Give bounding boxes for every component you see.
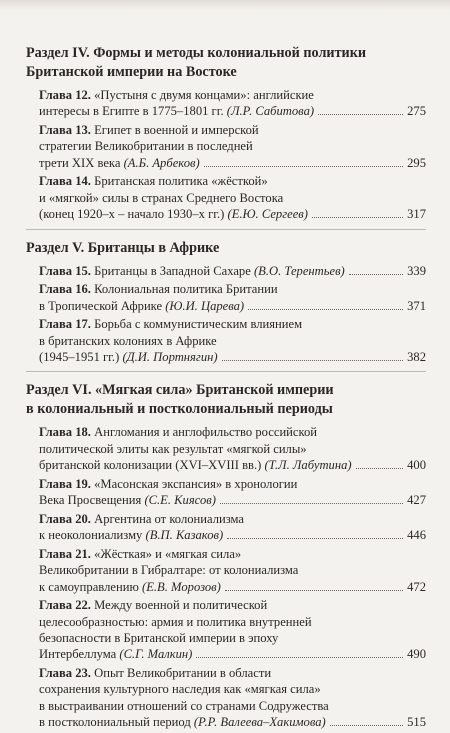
- page-number: 472: [407, 579, 426, 594]
- page-number: 339: [407, 263, 426, 278]
- chapter-entry[interactable]: [26, 476, 426, 509]
- chapter-title-text: целесообразностью: армия и политика внутренней: [39, 614, 312, 629]
- chapter-line: [39, 424, 426, 440]
- chapter-line: [39, 665, 426, 681]
- chapter-title-text: сохранения культурного наследия как «мягкая сила»: [39, 682, 321, 697]
- chapter-line: [39, 511, 426, 527]
- chapter-author: (В.П. Казаков): [145, 528, 224, 543]
- chapter-number: Глава 22.: [39, 598, 91, 613]
- chapter-line-text: [39, 425, 317, 439]
- chapter-author: (Р.Р. Валеева–Хакимова): [193, 715, 326, 730]
- chapter-line-text: [39, 298, 244, 314]
- chapter-line: [39, 546, 426, 562]
- chapter-line-text: [39, 191, 283, 205]
- chapter-line: [39, 316, 426, 332]
- section-title-line: Британской империи на Востоке: [26, 64, 237, 80]
- chapter-line-text: [39, 646, 192, 662]
- chapter-line-text: [39, 682, 321, 696]
- section-divider: [26, 229, 426, 230]
- chapter-author: (Д.И. Портнягин): [122, 350, 218, 365]
- page-number: 515: [407, 715, 426, 730]
- chapter-title-text: британской колонизации (XVI–XVIII вв.): [39, 458, 262, 473]
- chapter-line-text: [39, 615, 312, 629]
- chapter-title-text: Аргентина от колониализма: [94, 511, 244, 526]
- chapter-line: [39, 155, 426, 171]
- chapter-number: Глава 21.: [39, 546, 91, 561]
- chapter-line: [39, 681, 426, 697]
- dot-leader: [196, 648, 403, 658]
- chapter-line-text: [39, 206, 308, 222]
- dot-leader: [356, 459, 404, 469]
- chapter-title-text: (конец 1920–х – начало 1930–х гг.): [39, 207, 225, 222]
- dot-leader: [349, 265, 403, 275]
- chapter-author: (Ю.И. Царева): [165, 298, 245, 313]
- page-number: 317: [407, 207, 426, 222]
- chapter-entry[interactable]: [26, 281, 426, 314]
- chapter-title-text: Англомания и англофильство российской: [94, 425, 318, 440]
- section-title-line: Раздел VI. «Мягкая сила» Британской империи: [26, 382, 334, 399]
- chapter-line-text: [39, 334, 217, 348]
- chapter-line-text: [39, 477, 297, 491]
- chapter-author: (С.Е. Киясов): [144, 493, 216, 508]
- chapter-line-text: [39, 699, 329, 713]
- chapter-line-text: [39, 282, 278, 296]
- page-number: 275: [407, 104, 426, 119]
- chapter-line: [39, 441, 426, 457]
- chapter-title-text: Британцы в Западной Сахаре: [94, 263, 251, 278]
- chapter-line-text: [39, 442, 307, 456]
- chapter-title-text: и «мягкой» силы в странах Среднего Востока: [39, 190, 284, 205]
- chapter-line: [39, 457, 426, 473]
- chapter-title-text: Интербеллума: [39, 647, 117, 662]
- chapter-line-text: [39, 139, 253, 153]
- page-number: 382: [407, 350, 426, 365]
- chapter-entry[interactable]: [26, 665, 426, 731]
- chapter-number: Глава 23.: [39, 666, 91, 681]
- chapter-author: (В.О. Терентьев): [253, 263, 345, 278]
- chapter-line-text: [39, 174, 268, 188]
- page-number: 295: [407, 155, 426, 170]
- chapter-title-text: к неоколониализму: [39, 528, 143, 543]
- chapter-line-text: [39, 598, 267, 612]
- chapter-list: [26, 263, 426, 366]
- chapter-line: [39, 579, 426, 595]
- chapter-line-text: [39, 563, 298, 577]
- chapter-line-text: [39, 103, 314, 119]
- chapter-entry[interactable]: [26, 122, 426, 171]
- chapter-title-text: в постколониальный период: [39, 715, 191, 730]
- chapter-line-text: [39, 631, 278, 645]
- chapter-title-text: Британская политика «жёсткой»: [94, 174, 268, 189]
- chapter-author: (А.Б. Арбеков): [123, 155, 200, 170]
- chapter-line: [39, 597, 426, 613]
- page-number: 427: [407, 493, 426, 508]
- chapter-line: [39, 206, 426, 222]
- section-title-line: в колониальный и постколониальный периоды: [26, 401, 333, 418]
- chapter-title-text: Века Просвещения: [39, 493, 142, 508]
- chapter-line: [39, 173, 426, 189]
- dot-leader: [330, 716, 403, 726]
- chapter-number: Глава 12.: [39, 88, 91, 102]
- chapter-line: [39, 190, 426, 206]
- chapter-line: [39, 298, 426, 314]
- page-number: 446: [407, 528, 426, 543]
- section-divider: [26, 371, 426, 372]
- section-title-line: Раздел IV. Формы и методы колониальной политики: [26, 45, 367, 61]
- chapter-entry[interactable]: [26, 173, 426, 222]
- section-title: [26, 381, 426, 419]
- chapter-title-text: к самоуправлению: [39, 579, 139, 594]
- chapter-author: (Т.Л. Лабутина): [264, 458, 352, 473]
- chapter-author: (С.Г. Малкин): [119, 647, 193, 662]
- chapter-line-text: [39, 512, 244, 526]
- chapter-number: Глава 14.: [39, 174, 91, 189]
- chapter-title-text: Великобритании в Гибралтаре: от колониализма: [39, 563, 299, 578]
- chapter-line: [39, 646, 426, 662]
- chapter-line-text: [39, 317, 302, 331]
- chapter-title-text: в Тропической Африке: [39, 298, 163, 313]
- table-of-contents: [26, 44, 426, 733]
- chapter-title-text: безопасности в Британской империи в эпоху: [39, 631, 279, 646]
- chapter-list: [26, 87, 426, 223]
- chapter-line: [39, 349, 426, 365]
- chapter-number: Глава 18.: [39, 425, 91, 440]
- page-number: 371: [407, 298, 426, 313]
- chapter-title-text: интересы в Египте в 1775–1801 гг.: [39, 104, 224, 119]
- chapter-line-text: [39, 88, 314, 102]
- page-number: 400: [407, 458, 426, 473]
- chapter-title-text: стратегии Великобритании в последней: [39, 139, 253, 154]
- chapter-line-text: [39, 714, 326, 730]
- chapter-line: [39, 614, 426, 630]
- dot-leader: [248, 300, 403, 310]
- chapter-title-text: Египет в военной и имперской: [94, 123, 259, 137]
- chapter-title-text: трети XIX века: [39, 155, 121, 170]
- chapter-line: [39, 562, 426, 578]
- chapter-number: Глава 16.: [39, 282, 91, 297]
- chapter-line: [39, 263, 426, 279]
- chapter-line: [39, 698, 426, 714]
- chapter-title-text: Борьба с коммунистическим влиянием: [94, 317, 303, 332]
- chapter-entry[interactable]: [26, 511, 426, 544]
- chapter-entry[interactable]: [26, 424, 426, 473]
- chapter-line: [39, 87, 426, 103]
- chapter-line-text: [39, 579, 221, 595]
- chapter-number: Глава 17.: [39, 317, 91, 332]
- chapter-line: [39, 492, 426, 508]
- dot-leader: [222, 351, 404, 361]
- chapter-title-text: «Масонская экспансия» в хронологии: [94, 476, 298, 491]
- chapter-number: Глава 19.: [39, 476, 91, 491]
- chapter-line: [39, 630, 426, 646]
- chapter-line-text: [39, 492, 216, 508]
- chapter-title-text: «Пустыня с двумя концами»: английские: [94, 88, 314, 102]
- chapter-author: (Е.В. Морозов): [142, 579, 221, 594]
- chapter-line: [39, 527, 426, 543]
- chapter-line: [39, 103, 426, 119]
- chapter-entry[interactable]: [26, 546, 426, 595]
- chapter-line-text: [39, 666, 271, 680]
- chapter-line: [39, 476, 426, 492]
- chapter-line: [39, 281, 426, 297]
- chapter-line-text: [39, 457, 352, 473]
- section-title-line: Раздел V. Британцы в Африке: [26, 239, 220, 256]
- page-number: 490: [407, 647, 426, 662]
- chapter-title-text: Опыт Великобритании в области: [94, 666, 272, 681]
- chapter-author: (Л.Р. Сабитова): [226, 104, 315, 119]
- chapter-title-text: «Жёсткая» и «мягкая сила»: [94, 546, 242, 561]
- chapter-number: Глава 20.: [39, 511, 91, 526]
- chapter-entry[interactable]: [26, 316, 426, 365]
- dot-leader: [312, 208, 403, 218]
- section-title: [26, 239, 426, 258]
- chapter-number: Глава 15.: [39, 263, 91, 278]
- chapter-entry[interactable]: [26, 597, 426, 663]
- dot-leader: [204, 157, 403, 167]
- chapter-list: [26, 424, 426, 730]
- chapter-line-text: [39, 349, 218, 365]
- chapter-line-text: [39, 123, 259, 137]
- chapter-title-text: (1945–1951 гг.): [39, 350, 120, 365]
- chapter-title-text: Между военной и политической: [94, 598, 268, 613]
- dot-leader: [225, 581, 403, 591]
- chapter-line-text: [39, 155, 200, 171]
- chapter-title-text: в выстраивании отношений со странами Содружества: [39, 698, 329, 713]
- chapter-line: [39, 138, 426, 154]
- chapter-line-text: [39, 547, 241, 561]
- chapter-line-text: [39, 527, 223, 543]
- chapter-line-text: [39, 263, 345, 279]
- chapter-entry[interactable]: [26, 263, 426, 279]
- chapter-line: [39, 333, 426, 349]
- dot-leader: [227, 529, 403, 539]
- page-top-edge: [0, 0, 450, 10]
- section-title: [26, 44, 426, 82]
- chapter-title-text: политической элиты как результат «мягкой силы»: [39, 441, 307, 456]
- dot-leader: [220, 494, 403, 504]
- chapter-line: [39, 122, 426, 138]
- chapter-title-text: Колониальная политика Британии: [94, 282, 278, 297]
- chapter-title-text: в британских колониях в Африке: [39, 333, 217, 348]
- chapter-author: (Е.Ю. Сергеев): [227, 207, 308, 222]
- chapter-entry[interactable]: [26, 87, 426, 120]
- dot-leader: [318, 105, 403, 115]
- chapter-number: Глава 13.: [39, 123, 91, 137]
- chapter-line: [39, 714, 426, 730]
